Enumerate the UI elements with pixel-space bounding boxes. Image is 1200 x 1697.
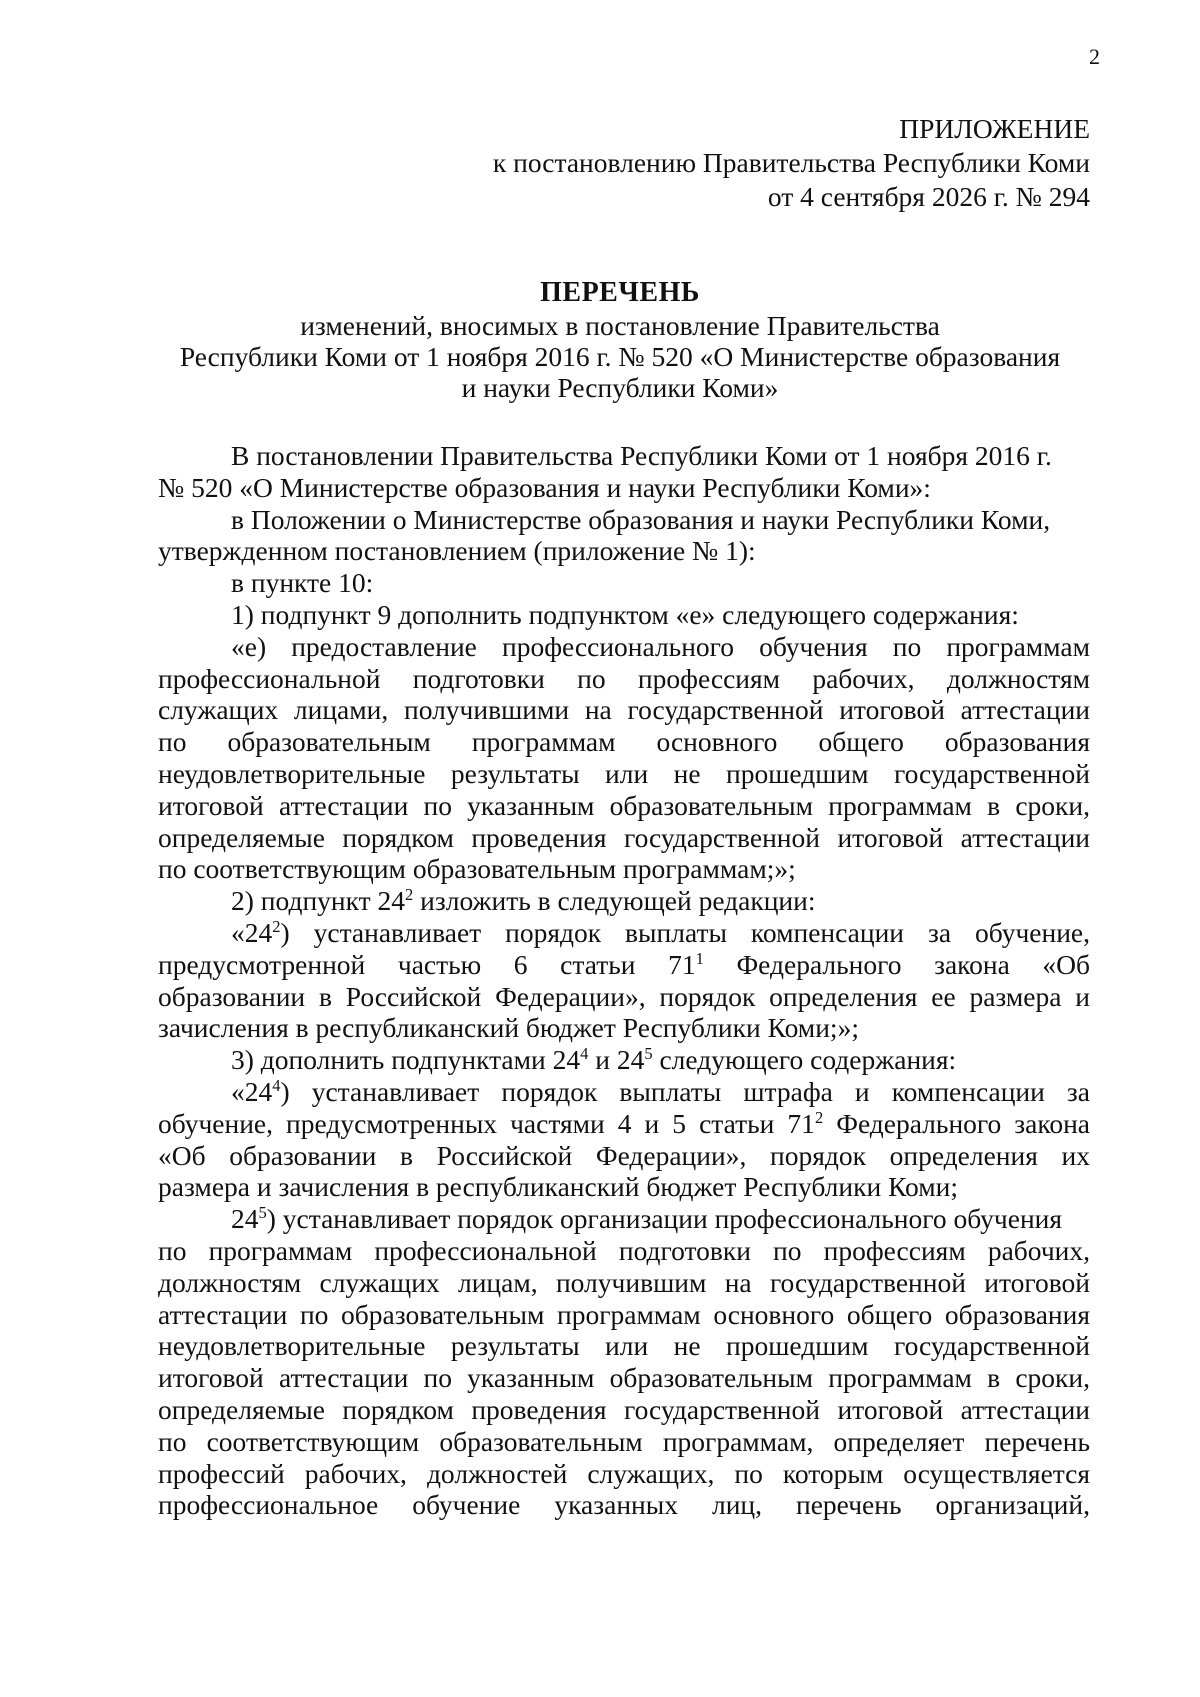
body-line: утвержденном постановлением (приложение № 1): [158, 535, 756, 567]
document-title: ПЕРЕЧЕНЬ [540, 277, 700, 308]
body-line: неудовлетворительные результаты или не прошедшим государственной [158, 757, 1090, 789]
body-line: по программам профессиональной подготовки по профессиям рабочих, [158, 1234, 1090, 1266]
body-line: должностям служащих лицам, получившим на государственной итоговой [158, 1266, 1090, 1298]
body-line: профессиональной подготовки по профессиям рабочих, должностям [158, 662, 1090, 694]
body-line: № 520 «О Министерстве образования и науки Республики Коми»: [158, 471, 931, 503]
body-line [158, 1108, 1090, 1140]
body-line [158, 917, 1090, 949]
subtitle-line-1: изменений, вносимых в постановление Правительства [300, 310, 940, 341]
appendix-title: ПРИЛОЖЕНИЕ [899, 113, 1090, 144]
body-line: 1) подпункт 9 дополнить подпунктом «е» следующего содержания: [231, 598, 1019, 630]
text-run: следующего содержания: [652, 1044, 957, 1076]
body-line: В постановлении Правительства Республики Коми от 1 ноября 2016 г. [231, 440, 1052, 471]
body-line [158, 885, 1090, 917]
body-line: профессий рабочих, должностей служащих, по которым осуществляется [158, 1457, 1090, 1489]
superscript: 2 [405, 885, 414, 904]
body-line: в пункте 10: [231, 567, 374, 599]
body-line: по соответствующим образовательным программам;»; [158, 853, 796, 885]
body-line: «е) предоставление профессионального обучения по программам [231, 630, 1090, 662]
superscript: 5 [258, 1202, 267, 1222]
body-line: аттестации по образовательным программам основного общего образования [158, 1298, 1090, 1330]
text-run: «24 [231, 916, 273, 948]
body-line: по образовательным программам основного общего образования [158, 726, 1090, 758]
body-line: неудовлетворительные результаты или не прошедшим государственной [158, 1330, 1090, 1362]
text-run: Федерального закона «Об [703, 948, 1090, 980]
body-line: итоговой аттестации по указанным образовательным программам в сроки, [158, 789, 1090, 821]
subtitle-line-2: Республики Коми от 1 ноября 2016 г. № 520 «О Министерстве образования [179, 341, 1061, 372]
document-heading [150, 276, 1090, 403]
text-run: ) устанавливает порядок выплаты компенсации за обучение, [280, 916, 1090, 948]
text-run: 24 [231, 1203, 259, 1235]
appendix-header [380, 112, 1090, 214]
body-line: определяемые порядком проведения государственной итоговой аттестации [158, 1393, 1090, 1425]
body-line [158, 1044, 1090, 1076]
body-line [158, 1203, 1090, 1235]
body-line: зачисления в республиканский бюджет Республики Коми;»; [158, 1012, 859, 1044]
text-run: 3) дополнить подпунктами 24 [231, 1044, 581, 1076]
body-line: определяемые порядком проведения государственной итоговой аттестации [158, 821, 1090, 853]
body-line: размера и зачисления в республиканский бюджет Республики Коми; [158, 1171, 959, 1203]
body-line: в Положении о Министерстве образования и науки Республики Коми, [231, 503, 1051, 535]
superscript: 2 [272, 916, 281, 936]
superscript: 4 [580, 1043, 589, 1063]
body-line: служащих лицами, получившими на государственной итоговой аттестации [158, 694, 1090, 726]
superscript: 5 [644, 1043, 653, 1063]
body-line [158, 1076, 1090, 1108]
text-run: обучение, предусмотренных частями 4 и 5 статьи 71 [158, 1107, 815, 1139]
appendix-line-2: от 4 сентября 2026 г. № 294 [767, 181, 1090, 212]
text-run: «24 [231, 1075, 273, 1107]
text-run: предусмотренной частью 6 статьи 71 [158, 948, 696, 980]
appendix-line-1: к постановлению Правительства Республики Коми [492, 147, 1090, 178]
text-run: Федерального закона [823, 1107, 1090, 1139]
body-line: образовании в Российской Федерации», порядок определения ее размера и [158, 980, 1090, 1012]
text-run: и 24 [588, 1044, 645, 1076]
body-line: профессиональное обучение указанных лиц, перечень организаций, [158, 1489, 1090, 1521]
page-number: 2 [1089, 44, 1100, 69]
superscript: 2 [814, 1107, 824, 1127]
body-line: «Об образовании в Российской Федерации», порядок определения их [158, 1139, 1090, 1171]
text-run: ) устанавливает порядок выплаты штрафа и компенсации за [280, 1075, 1090, 1107]
body-line: по соответствующим образовательным программам, определяет перечень [158, 1425, 1090, 1457]
superscript: 1 [695, 948, 704, 968]
document-body [158, 440, 1090, 1521]
text-run: изложить в следующей редакции: [413, 885, 816, 917]
subtitle-line-3: и науки Республики Коми» [461, 372, 779, 403]
superscript: 4 [272, 1075, 281, 1095]
body-line: итоговой аттестации по указанным образовательным программам в сроки, [158, 1362, 1090, 1394]
text-run: ) устанавливает порядок организации профессионального обучения [266, 1203, 1063, 1235]
body-line [158, 949, 1090, 981]
text-run: 2) подпункт 24 [231, 885, 406, 917]
